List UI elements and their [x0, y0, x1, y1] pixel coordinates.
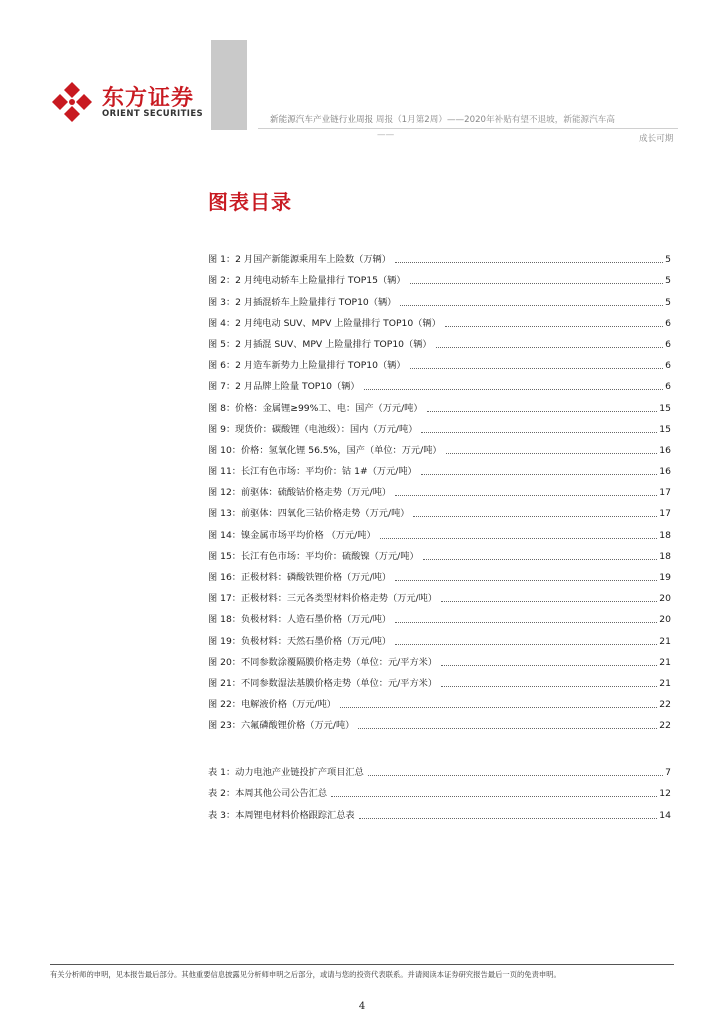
figure-entry-label: 图 2：2 月纯电动轿车上险量排行 TOP15（辆）: [208, 275, 406, 287]
dot-leader: [421, 474, 658, 475]
dot-leader: [395, 262, 663, 263]
figure-entry-page: 5: [665, 296, 671, 308]
logo-company-name-cn: 东方证券: [102, 86, 195, 111]
dot-leader: [410, 283, 664, 284]
orient-securities-logo-icon: [50, 80, 94, 124]
dot-leader: [441, 601, 657, 602]
figure-entry-label: 图 23：六氟磷酸锂价格（万元/吨）: [208, 720, 355, 732]
figure-entry-label: 图 18：负极材料：人造石墨价格（万元/吨）: [208, 614, 392, 626]
figure-entry[interactable]: [208, 287, 671, 308]
dot-leader: [410, 368, 664, 369]
dot-leader: [340, 707, 657, 708]
dot-leader: [427, 411, 658, 412]
figure-entry-page: 15: [659, 402, 671, 414]
figure-entry[interactable]: [208, 351, 671, 372]
dot-leader: [445, 326, 663, 327]
report-subtitle-dash: ——: [377, 130, 395, 140]
figure-entry-page: 17: [659, 487, 671, 499]
table-entry-page: 7: [665, 767, 671, 779]
table-list: [208, 758, 671, 822]
figure-entry-label: 图 22：电解液价格（万元/吨）: [208, 699, 336, 711]
dot-leader: [380, 538, 658, 539]
figure-entry[interactable]: [208, 436, 671, 457]
figure-entry-page: 22: [659, 699, 671, 711]
page-number: 4: [358, 1001, 366, 1012]
footer-divider: [50, 964, 674, 965]
figure-entry-page: 18: [659, 550, 671, 562]
figure-entry-page: 17: [659, 508, 671, 520]
figure-entry-page: 15: [659, 423, 671, 435]
dot-leader: [400, 305, 663, 306]
footer-disclaimer: 有关分析师的申明，见本报告最后部分。其他重要信息披露见分析师申明之后部分，或请与您的投资代表联系。并请阅读本证券研究报告最后一页的免责申明。: [50, 970, 561, 979]
figure-entry-label: 图 14：镍金属市场平均价格 （万元/吨）: [208, 529, 376, 541]
figure-entry-label: 图 16：正极材料：磷酸铁锂价格（万元/吨）: [208, 572, 392, 583]
figure-entry-page: 16: [659, 444, 671, 456]
figure-entry-page: 21: [659, 656, 671, 668]
figure-entry-page: 6: [665, 338, 671, 350]
header-divider: [258, 128, 678, 129]
table-entry[interactable]: [208, 779, 671, 800]
report-header-line: [270, 113, 615, 125]
figure-entry-page: 20: [659, 614, 671, 626]
figure-entry-page: 20: [659, 593, 671, 605]
figure-entry[interactable]: [208, 626, 671, 647]
dot-leader: [331, 796, 657, 797]
dot-leader: [436, 347, 664, 348]
figure-entry[interactable]: [208, 499, 671, 520]
figure-entry-label: 图 5：2 月插混 SUV、MPV 上险量排行 TOP10（辆）: [208, 338, 432, 350]
dot-leader: [358, 728, 657, 729]
figure-entry[interactable]: [208, 563, 671, 584]
dot-leader: [441, 665, 657, 666]
figure-entry-label: 图 9：现货价：碳酸锂（电池级）：国内（万元/吨）: [208, 423, 418, 435]
figure-entry[interactable]: [208, 542, 671, 563]
table-entry-page: 14: [659, 809, 671, 821]
dot-leader: [395, 622, 657, 623]
figure-entry[interactable]: [208, 690, 671, 711]
figure-entry[interactable]: [208, 415, 671, 436]
figure-entry-page: 18: [659, 529, 671, 541]
dot-leader: [446, 453, 658, 454]
dot-leader: [359, 818, 658, 819]
figure-entry-label: 图 4：2 月纯电动 SUV、MPV 上险量排行 TOP10（辆）: [208, 317, 441, 329]
figure-entry[interactable]: [208, 245, 671, 266]
figure-entry-label: 图 1：2 月国产新能源乘用车上险数（万辆）: [208, 254, 391, 266]
table-entry[interactable]: [208, 758, 671, 779]
figure-entry[interactable]: [208, 266, 671, 287]
figure-list: [208, 245, 671, 732]
figure-entry-page: 5: [665, 275, 671, 287]
figure-entry-label: 图 3：2 月插混轿车上险量排行 TOP10（辆）: [208, 296, 397, 308]
figure-entry[interactable]: [208, 372, 671, 393]
figure-entry-label: 图 13：前驱体：四氧化三钴价格走势（万元/吨）: [208, 508, 410, 520]
figure-entry-page: 21: [659, 677, 671, 689]
table-entry-label: 表 1：动力电池产业链投扩产项目汇总: [208, 767, 364, 779]
table-entry-page: 12: [659, 788, 671, 800]
dot-leader: [364, 389, 664, 390]
figure-entry[interactable]: [208, 520, 671, 541]
figure-entry-label: 图 10：价格：氢氧化锂 56.5%，国产（单位：万元/吨）: [208, 444, 442, 456]
report-subtitle: 周报（1月第2周）——2020年补贴有望不退坡，新能源汽车高: [375, 115, 615, 125]
figure-entry-page: 6: [665, 317, 671, 329]
dot-leader: [413, 516, 657, 517]
dot-leader: [395, 495, 657, 496]
figure-entry-label: 图 17：正极材料：三元各类型材料价格走势（万元/吨）: [208, 593, 438, 605]
figure-entry[interactable]: [208, 309, 671, 330]
table-entry-label: 表 3：本周锂电材料价格跟踪汇总表: [208, 809, 355, 821]
figure-entry[interactable]: [208, 648, 671, 669]
figure-entry-label: 图 21：不同参数湿法基膜价格走势（单位：元/平方米）: [208, 677, 438, 689]
figure-entry-label: 图 20：不同参数涂覆隔膜价格走势（单位：元/平方米）: [208, 656, 438, 668]
dot-leader: [423, 559, 658, 560]
dot-leader: [395, 580, 657, 581]
figure-entry-page: 16: [659, 466, 671, 478]
figure-entry[interactable]: [208, 669, 671, 690]
dot-leader: [441, 686, 657, 687]
figure-entry-label: 图 19：负极材料：天然石墨价格（万元/吨）: [208, 635, 392, 647]
figure-entry[interactable]: [208, 711, 671, 732]
figure-entry-page: 5: [665, 254, 671, 266]
section-title: 图表目录: [208, 190, 292, 214]
figure-entry-label: 图 11：长江有色市场：平均价：钴 1#（万元/吨）: [208, 466, 417, 478]
dot-leader: [421, 432, 657, 433]
figure-entry-page: 6: [665, 381, 671, 393]
figure-entry-page: 21: [659, 635, 671, 647]
figure-entry[interactable]: [208, 478, 671, 499]
figure-entry-label: 图 15：长江有色市场：平均价：硫酸镍（万元/吨）: [208, 550, 419, 562]
table-entry-label: 表 2：本周其他公司公告汇总: [208, 788, 328, 800]
figure-entry-label: 图 12：前驱体：硫酸钴价格走势（万元/吨）: [208, 487, 392, 499]
table-entry[interactable]: [208, 800, 671, 821]
company-logo: [50, 80, 210, 124]
report-subtitle-end: 成长可期: [639, 134, 674, 144]
figure-entry-page: 6: [665, 360, 671, 372]
figure-entry-label: 图 7：2 月品牌上险量 TOP10（辆）: [208, 381, 360, 393]
figure-entry-page: 19: [659, 572, 671, 583]
figure-entry-label: 图 8：价格：金属锂≥99%工、电：国产（万元/吨）: [208, 402, 423, 414]
dot-leader: [368, 775, 663, 776]
figure-entry[interactable]: [208, 584, 671, 605]
header-gray-block: [211, 40, 247, 130]
report-series-title: 新能源汽车产业链行业周报: [270, 115, 374, 125]
figure-entry[interactable]: [208, 393, 671, 414]
figure-entry-label: 图 6：2 月造车新势力上险量排行 TOP10（辆）: [208, 360, 406, 372]
dot-leader: [395, 644, 657, 645]
figure-entry[interactable]: [208, 457, 671, 478]
figure-entry[interactable]: [208, 605, 671, 626]
figure-entry[interactable]: [208, 330, 671, 351]
figure-entry-page: 22: [659, 720, 671, 732]
logo-company-name-en: ORIENT SECURITIES: [102, 109, 204, 119]
